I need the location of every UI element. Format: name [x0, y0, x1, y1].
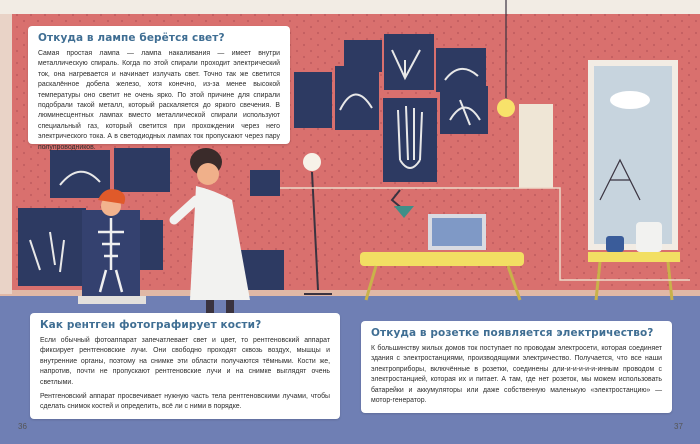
- socket-info-box: [361, 321, 672, 413]
- lamp-section-paragraph: Самая простая лампа — лампа накаливания — имеет внутри металлическую спираль. Когда по этой спирали проходит электрический ток, она нагревается и начинает излучать свет. Точно так же светится раскалённое добела железо, хотя конечно, из-за менее высокой температуры оно светит не очень ярко. По этой причине для спирали подобрали такой металл, который раскаляется до яркого свечения. В люминесцентных лампах вместо металлической спирали используют специальный газ, который светится при прохождении через него электрического тока. А в светодиодных лампах ток пропускают через пару полупроводников.: [38, 50, 280, 151]
- xray-section-title: Как рентген фотографирует кости?: [40, 319, 262, 331]
- socket-section-title: Откуда в розетке появляется электричество?: [371, 327, 654, 339]
- lamp-info-box: [28, 26, 290, 151]
- electrical-box: [519, 104, 553, 188]
- lamp-section-title: Откуда в лампе берётся свет?: [38, 32, 225, 44]
- xray-info-box: [30, 313, 340, 419]
- page-number-left: 36: [18, 422, 27, 431]
- window: [588, 60, 678, 250]
- page-number-right: 37: [674, 422, 683, 431]
- socket-section-paragraph: К большинству жилых домов ток поступает по проводам электросети, которая соединяет здания с электростанциями, производящими электричество. Получается, что все наши электроприборы, включённые в розетки, соединены дли-и-и-и-и-и-инным проводом с электростанцией, которая их и питает. А там, где нет розеток, мы можем использовать батарейки и аккумуляторы или даже собственную маленькую «электростанцию» — мотор-генератор.: [371, 345, 662, 405]
- xray-section-paragraph-2: Рентгеновский аппарат просвечивает нужную часть тела рентгеновскими лучами, чтобы сделать снимок костей и определить, всё ли с ними в порядке.: [40, 393, 330, 411]
- xray-section-paragraph-1: Если обычный фотоаппарат запечатлевает свет и цвет, то рентгеновский аппарат фиксирует рентгеновские лучи. Они свободно проходят сквозь воздух, мышцы и внутренние органы, поэтому на снимке эти области получаются тёмными. Кости же, напротив, почти не пропускают рентгеновские лучи и на снимке выглядят очень светлыми.: [40, 337, 330, 386]
